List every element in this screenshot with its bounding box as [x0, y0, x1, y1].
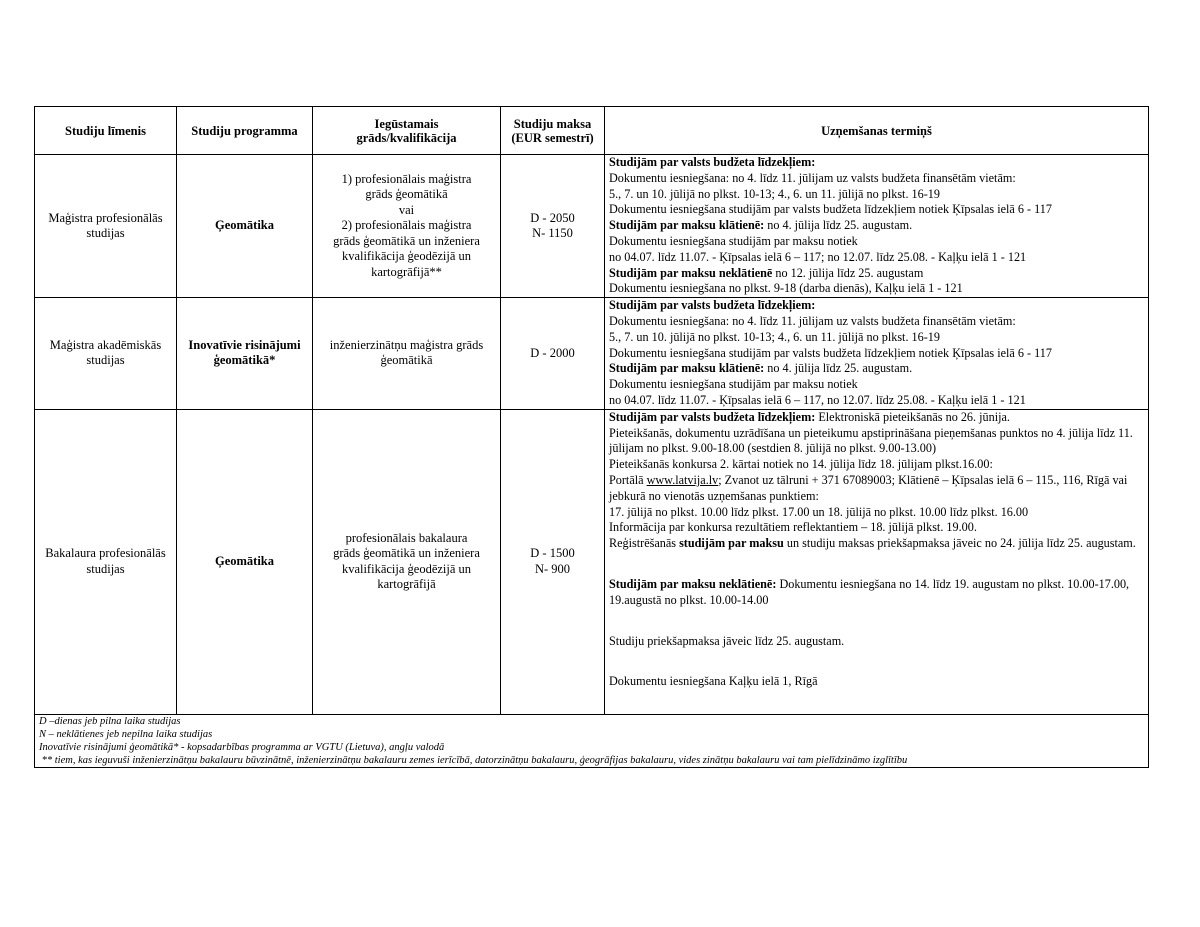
- study-fee: D - 2050 N- 1150: [501, 155, 605, 298]
- terms-paragraph: 17. jūlijā no plkst. 10.00 līdz plkst. 17.00 un 18. jūlijā no plkst. 10.00 līdz plkst. 16.00: [609, 504, 1029, 519]
- table-row: [35, 409, 1149, 714]
- degree: profesionālais bakalaura grāds ģeomātikā un inženiera kvalifikācija ģeodēzijā un kartogrāfijā: [313, 409, 501, 714]
- terms-paragraph: Informācija par konkursa rezultātiem reflektantiem – 18. jūlijā plkst. 19.00.: [609, 520, 977, 535]
- study-fee: D - 1500 N- 900: [501, 409, 605, 714]
- terms-paragraph: Reģistrēšanās studijām par maksu un studiju maksas priekšapmaksa jāveic no 24. jūlija līdz 25. augustam.: [609, 536, 1136, 551]
- terms-line: Dokumentu iesniegšana: no 4. līdz 11. jūlijam uz valsts budžeta finansētām vietām:: [609, 170, 1016, 185]
- terms-paragraph: Portālā www.latvija.lv; Zvanot uz tālruni + 371 67089003; Klātienē – Ķīpsalas ielā 6 – 115., 116, Rīgā vai jebkurā no vienotās uzņemšanas punktiem:: [609, 472, 1128, 503]
- study-level: Bakalaura profesionālās studijas: [35, 409, 177, 714]
- terms-line: Studijām par maksu klātienē: no 4. jūlija līdz 25. augustam.: [609, 361, 913, 376]
- terms-paragraph: Dokumentu iesniegšana Kaļķu ielā 1, Rīgā: [609, 674, 818, 689]
- footnote: ** tiem, kas ieguvuši inženierzinātņu bakalauru būvzinātnē, inženierzinātņu bakalauru zemes ierīcībā, datorzinātņu bakalauru, ģeogrāfijas bakalauru, vides zinātņu bakalauru vai tam pielīdzināmo izglītību: [39, 754, 908, 766]
- header-row: [35, 107, 1149, 155]
- terms-paragraph: Pieteikšanās konkursa 2. kārtai notiek no 14. jūlija līdz 18. jūlijam plkst.16.00:: [609, 457, 993, 472]
- terms-line: 5., 7. un 10. jūlijā no plkst. 10-13; 4., 6. un 11. jūlijā no plkst. 16-19: [609, 329, 940, 344]
- terms-intro: Studijām par valsts budžeta līdzekļiem: Elektroniskā pieteikšanās no 26. jūnija.: [609, 409, 1010, 424]
- terms-line: Studijām par valsts budžeta līdzekļiem:: [609, 155, 816, 169]
- terms-line: Dokumentu iesniegšana studijām par valsts budžeta līdzekļiem notiek Ķīpsalas ielā 6 - 117: [609, 345, 1052, 360]
- admissions-table: [34, 106, 1149, 768]
- terms-line: Dokumentu iesniegšana: no 4. līdz 11. jūlijam uz valsts budžeta finansētām vietām:: [609, 313, 1016, 328]
- header-degree: Iegūstamais grāds/kvalifikācija: [313, 107, 501, 155]
- terms-line: Studijām par valsts budžeta līdzekļiem:: [609, 298, 816, 313]
- header-program: Studiju programma: [177, 107, 313, 155]
- terms-paragraph: Pieteikšanās, dokumentu uzrādīšana un pieteikumu apstiprināšana pieņemšanas punktos no 4. jūlija līdz 11. jūlijam no plkst. 9.00-18.00 (sestdien 8. jūlijā no plkst. 9.00-13.00): [609, 425, 1133, 456]
- latvija-link[interactable]: www.latvija.lv: [646, 472, 719, 487]
- degree: 1) profesionālais maģistra grāds ģeomātikā vai 2) profesionālais maģistra grāds ģeomātikā un inženiera kvalifikācija ģeodēzijā un kartogrāfijā**: [313, 155, 501, 298]
- footnote: N – neklātienes jeb nepilna laika studijas: [39, 728, 213, 740]
- terms-line: Dokumentu iesniegšana studijām par maksu notiek: [609, 377, 858, 392]
- admission-terms: [605, 155, 1149, 298]
- study-program: Inovatīvie risinājumi ģeomātikā*: [177, 298, 313, 410]
- study-level: Maģistra profesionālās studijas: [35, 155, 177, 298]
- study-program: Ģeomātika: [177, 409, 313, 714]
- table-row: [35, 298, 1149, 410]
- header-level: Studiju līmenis: [35, 107, 177, 155]
- terms-paragraph: Studijām par maksu neklātienē: Dokumentu iesniegšana no 14. līdz 19. augustam no plkst. 10.00-17.00, 19.augustā no plkst. 10.00-14.00: [609, 576, 1130, 607]
- terms-line: no 04.07. līdz 11.07. - Ķīpsalas ielā 6 – 117, no 12.07. līdz 25.08. - Kaļķu ielā 1 - 121: [609, 392, 1026, 407]
- degree: inženierzinātņu maģistra grāds ģeomātikā: [313, 298, 501, 410]
- admission-terms: [605, 409, 1149, 714]
- header-fee: Studiju maksa (EUR semestrī): [501, 107, 605, 155]
- terms-line: Studijām par maksu neklātienē no 12. jūlija līdz 25. augustam: [609, 265, 924, 280]
- terms-line: 5., 7. un 10. jūlijā no plkst. 10-13; 4., 6. un 11. jūlijā no plkst. 16-19: [609, 186, 940, 201]
- footnote: D –dienas jeb pilna laika studijas: [39, 715, 181, 727]
- terms-line: Dokumentu iesniegšana studijām par maksu notiek: [609, 233, 858, 248]
- table-row: [35, 155, 1149, 298]
- header-terms: Uzņemšanas termiņš: [605, 107, 1149, 155]
- terms-line: no 04.07. līdz 11.07. - Ķīpsalas ielā 6 – 117; no 12.07. līdz 25.08. - Kaļķu ielā 1 - 121: [609, 249, 1027, 264]
- footnote: Inovatīvie risinājumi ģeomātikā* - kopsadarbības programma ar VGTU (Lietuva), angļu valodā: [39, 741, 445, 753]
- study-level: Maģistra akadēmiskās studijas: [35, 298, 177, 410]
- study-program: Ģeomātika: [177, 155, 313, 298]
- footnote-row: [35, 714, 1149, 767]
- study-fee: D - 2000: [501, 298, 605, 410]
- terms-line: Dokumentu iesniegšana studijām par valsts budžeta līdzekļiem notiek Ķīpsalas ielā 6 - 117: [609, 202, 1052, 217]
- terms-line: Studijām par maksu klātienē: no 4. jūlija līdz 25. augustam.: [609, 218, 913, 233]
- terms-line: Dokumentu iesniegšana no plkst. 9-18 (darba dienās), Kaļķu ielā 1 - 121: [609, 281, 963, 296]
- admission-terms: [605, 298, 1149, 410]
- terms-paragraph: Studiju priekšapmaksa jāveic līdz 25. augustam.: [609, 633, 845, 648]
- footnotes: [35, 714, 1149, 767]
